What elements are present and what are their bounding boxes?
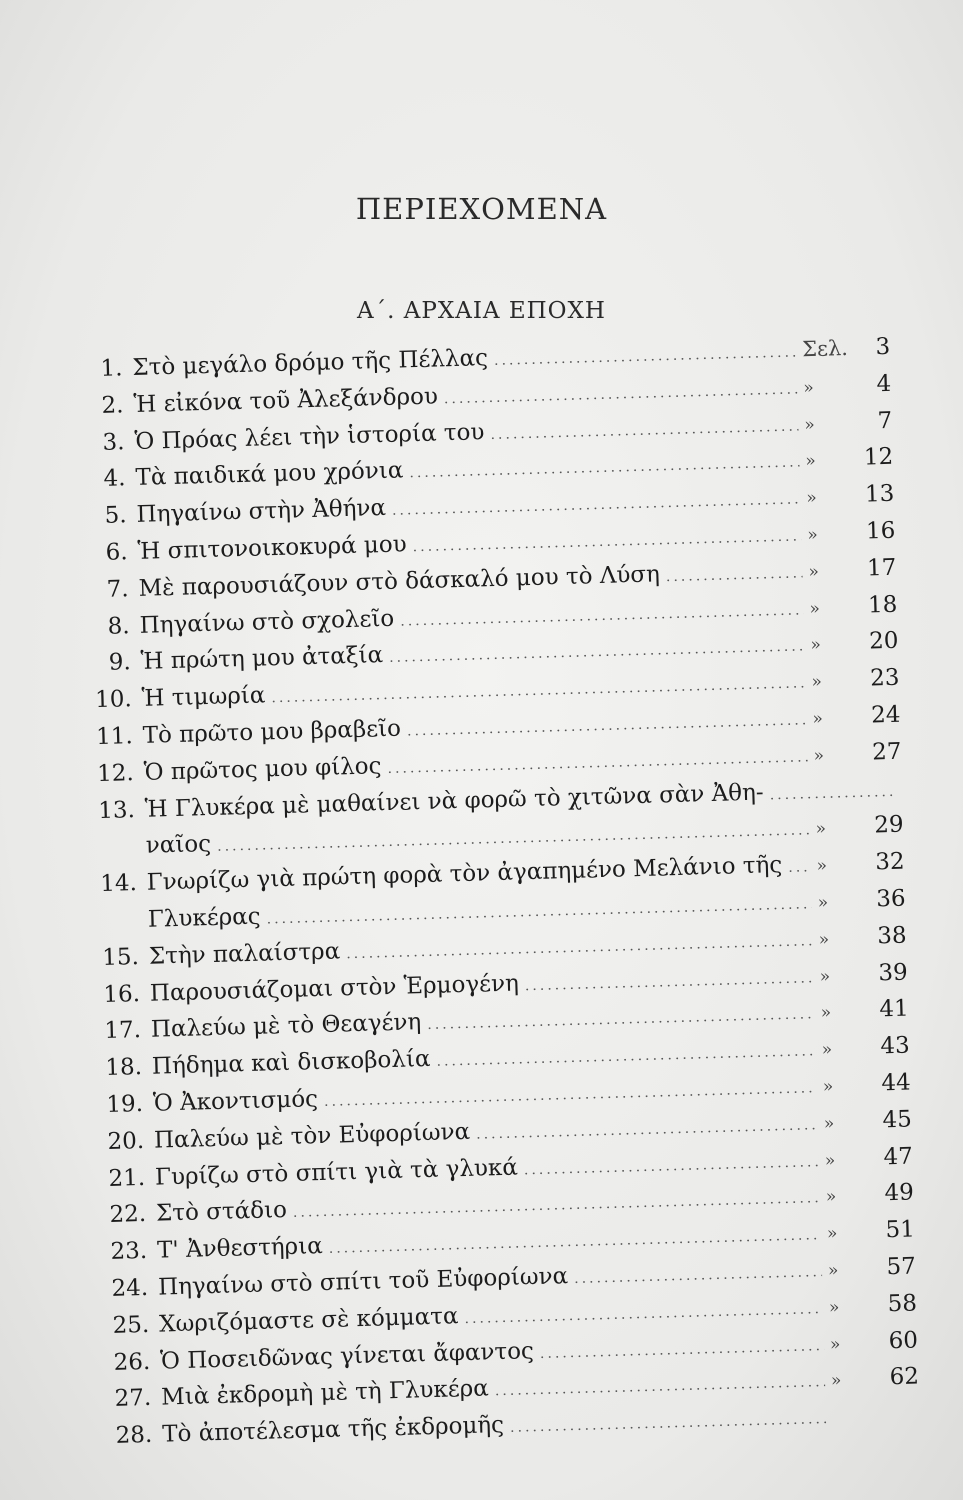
entry-title: Πηγαίνω στὸ σχολεῖο xyxy=(139,605,395,639)
page-number: 29 xyxy=(873,811,904,839)
entry-number: 25. xyxy=(112,1311,150,1339)
entry-number: 3. xyxy=(102,428,125,456)
page-number: 36 xyxy=(875,885,906,913)
entry-number: 20. xyxy=(107,1127,145,1155)
table-of-contents xyxy=(60,329,920,1456)
ditto-mark: » xyxy=(816,855,828,877)
entry-number: 5. xyxy=(104,502,127,529)
page-number: 27 xyxy=(871,738,902,766)
entry-title: Παλεύω μὲ τὸ Θεαγένη xyxy=(150,1009,422,1044)
entry-title-continuation: Γλυκέρας xyxy=(147,903,261,933)
entry-title: Ἡ πρώτη μου ἀταξία xyxy=(140,642,384,676)
ditto-mark: » xyxy=(827,1260,839,1281)
ditto-mark: » xyxy=(825,1186,837,1208)
page-number: 51 xyxy=(885,1216,916,1244)
ditto-mark: » xyxy=(820,1003,832,1024)
entry-number: 24. xyxy=(111,1274,149,1302)
entry-title: Ἡ εἰκόνα τοῦ Ἀλεξάνδρου xyxy=(133,383,439,418)
ditto-mark: » xyxy=(828,1297,840,1318)
page-number: 38 xyxy=(876,922,907,950)
ditto-mark: » xyxy=(804,414,816,435)
entry-title: Τὸ ἀποτέλεσμα τῆς ἐκδρομῆς xyxy=(161,1412,505,1448)
page-number: 13 xyxy=(864,480,895,508)
entry-title: Ὁ Ποσειδῶνας γίνεται ἄφαντος xyxy=(159,1337,535,1375)
ditto-mark: » xyxy=(812,708,824,730)
entry-number: 11. xyxy=(95,723,134,751)
entry-title: Στὸ στάδιο xyxy=(155,1197,288,1227)
entry-title: Παλεύω μὲ τὸν Εὐφορίωνα xyxy=(153,1118,471,1154)
page-number: 41 xyxy=(879,995,910,1023)
entry-title-continuation: ναῖος xyxy=(145,831,212,860)
entry-number: 1. xyxy=(100,355,123,382)
page-number: 49 xyxy=(884,1179,915,1207)
entry-number: 18. xyxy=(105,1054,143,1082)
entry-title: Ἡ σπιτονοικοκυρά μου xyxy=(137,531,407,565)
ditto-mark: » xyxy=(811,672,823,693)
entry-number: 4. xyxy=(103,465,126,493)
entry-title: Μὲ παρουσιάζουν στὸ δάσκαλό μου τὸ Λύση xyxy=(138,561,661,602)
page-number: 47 xyxy=(883,1143,914,1170)
entry-title: Τ' Ἀνθεστήρια xyxy=(156,1233,324,1264)
entry-number: 10. xyxy=(94,686,133,714)
entry-number: 21. xyxy=(108,1164,146,1192)
page-title: ΠΕΡΙΕΧΟΜΕΝΑ xyxy=(355,192,608,226)
entry-title: Γνωρίζω γιὰ πρώτη φορὰ τὸν ἀγαπημένο Μελάνιο τῆς xyxy=(146,852,783,896)
ditto-mark: » xyxy=(824,1150,836,1171)
page-number xyxy=(882,1421,920,1422)
ditto-mark: » xyxy=(808,561,820,582)
ditto-mark: » xyxy=(822,1076,834,1097)
ditto-mark: » xyxy=(830,1370,842,1392)
ditto-mark: » xyxy=(819,966,831,987)
page-number: 4 xyxy=(876,370,892,398)
entry-number: 2. xyxy=(101,392,124,419)
entry-number: 6. xyxy=(105,539,128,566)
page-number: 18 xyxy=(867,591,898,619)
ditto-mark: » xyxy=(818,929,830,950)
entry-number: 27. xyxy=(114,1385,152,1413)
entry-title: Στὴν παλαίστρα xyxy=(148,938,341,970)
entry-number: 14. xyxy=(99,870,138,898)
entry-title: Γυρίζω στὸ σπίτι γιὰ τὰ γλυκά xyxy=(154,1154,519,1191)
ditto-mark: » xyxy=(813,745,825,766)
ditto-mark: » xyxy=(815,819,827,840)
ditto-mark: » xyxy=(806,488,818,509)
entry-title: Ὁ Ἀκοντισμός xyxy=(152,1086,319,1117)
leader-dots xyxy=(788,849,811,886)
page-number: 3 xyxy=(875,333,891,361)
ditto-mark: » xyxy=(805,451,817,472)
page-number: 57 xyxy=(886,1253,917,1281)
entry-title: Παρουσιάζομαι στὸν Ἑρμογένη xyxy=(149,969,520,1007)
entry-title: Ἡ Γλυκέρα μὲ μαθαίνει νὰ φορῶ τὸ χιτῶνα σὰν Ἀθη- xyxy=(144,779,764,823)
page-number: 32 xyxy=(874,848,905,876)
entry-title: Στὸ μεγάλο δρόμο τῆς Πέλλας xyxy=(132,345,489,381)
entry-number: 28. xyxy=(115,1421,153,1449)
page-number: 58 xyxy=(887,1290,918,1317)
section-heading: Α΄. ΑΡΧΑΙΑ ΕΠΟΧΗ xyxy=(357,298,606,324)
entry-number: 17. xyxy=(104,1017,142,1045)
page-number: 39 xyxy=(878,959,909,986)
ditto-mark: » xyxy=(807,524,819,546)
ditto-mark: » xyxy=(829,1334,841,1355)
ditto-mark: » xyxy=(809,598,821,619)
ditto-mark: » xyxy=(803,377,814,399)
page-number: 16 xyxy=(865,517,896,545)
entry-number: 23. xyxy=(110,1238,148,1266)
leader-dots xyxy=(510,1401,827,1447)
entry-title: Πηγαίνω στὴν Ἀθήνα xyxy=(136,495,387,529)
entry-title: Ἡ τιμωρία xyxy=(141,682,266,713)
ditto-mark: » xyxy=(817,892,829,914)
page-number: 45 xyxy=(882,1106,913,1134)
entry-number: 15. xyxy=(101,943,140,971)
entry-number: 12. xyxy=(96,759,135,787)
page-number: 44 xyxy=(881,1069,912,1097)
ditto-mark xyxy=(832,1422,882,1423)
entry-number: 9. xyxy=(108,649,132,677)
entry-number: 8. xyxy=(107,612,131,640)
ditto-mark: » xyxy=(821,1039,833,1061)
page-number: 23 xyxy=(869,664,900,692)
entry-title: Πηγαίνω στὸ σπίτι τοῦ Εὐφορίωνα xyxy=(157,1263,569,1301)
page-number: 20 xyxy=(868,628,899,655)
entry-title: Τὰ παιδικά μου χρόνια xyxy=(135,457,404,492)
entry-number: 16. xyxy=(103,980,141,1008)
page-number: 24 xyxy=(870,701,901,729)
page-label: Σελ. xyxy=(801,336,849,362)
entry-number: 26. xyxy=(113,1348,151,1376)
ditto-mark: » xyxy=(823,1113,835,1134)
entry-title: Ὁ Πρόας λέει τὴν ἱστορία του xyxy=(134,418,485,455)
page-number: 12 xyxy=(863,444,894,471)
entry-number: 22. xyxy=(109,1201,147,1229)
entry-title: Τὸ πρῶτο μου βραβεῖο xyxy=(142,715,402,749)
entry-title: Χωριζόμαστε σὲ κόμματα xyxy=(158,1302,459,1338)
entry-number: 7. xyxy=(106,575,130,603)
entry-number: 19. xyxy=(106,1090,144,1118)
page-number: 62 xyxy=(889,1363,920,1391)
entry-title: Πήδημα καὶ δισκοβολία xyxy=(151,1046,431,1080)
page-number: 7 xyxy=(877,407,893,434)
page-number: 17 xyxy=(866,554,897,582)
leader-dots xyxy=(665,555,803,596)
ditto-mark: » xyxy=(810,635,822,656)
page-number: 43 xyxy=(880,1032,911,1060)
entry-number: 13. xyxy=(97,796,136,824)
entry-title: Ὁ πρῶτος μου φίλος xyxy=(143,752,382,786)
ditto-mark: » xyxy=(826,1223,838,1245)
page-number: 60 xyxy=(888,1326,919,1354)
entry-title: Μιὰ ἐκδρομὴ μὲ τὴ Γλυκέρα xyxy=(160,1375,490,1411)
